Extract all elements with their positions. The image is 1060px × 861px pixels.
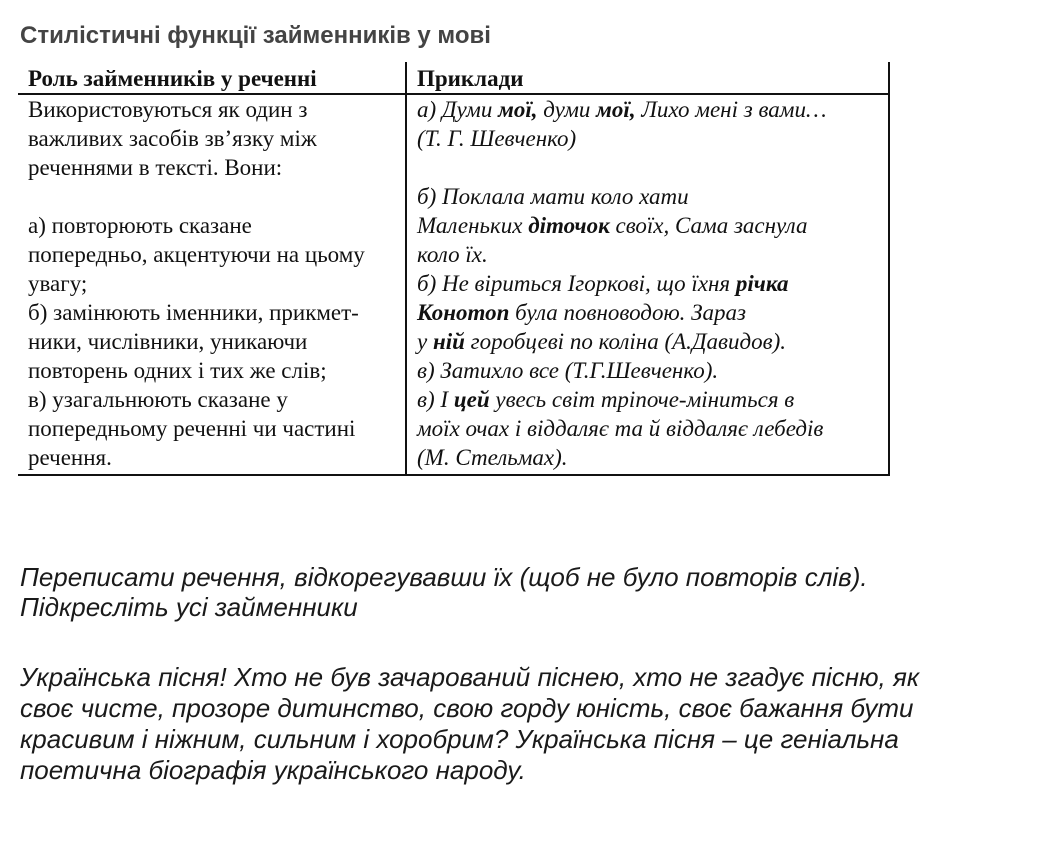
role-intro-line: важливих засобів зв’язку між <box>28 126 317 151</box>
example-line <box>417 385 888 414</box>
example-text: горобцеві по коліна (А.Давидов). <box>464 329 787 354</box>
role-item-b-line: повторень одних і тих же слів; <box>28 358 327 383</box>
passage-line: Українська пісня! Хто не був зачарований піснею, хто не згадує пісню, як <box>20 662 920 692</box>
page-title: Стилістичні функції займенників у мові <box>20 22 491 49</box>
example-highlight: діточок <box>528 213 610 238</box>
role-item-b-line: ники, числівники, уникаючи <box>28 329 308 354</box>
role-item-c-line: в) узагальнюють сказане у <box>28 387 288 412</box>
example-line <box>417 211 888 240</box>
example-text: б) Не віриться Ігоркові, що їхня <box>417 271 736 296</box>
passage-line: поетична біографія українського народу. <box>20 755 526 785</box>
example-line: моїх очах і віддаляє та й віддаляє лебедів <box>417 416 824 441</box>
example-text: своїх, Сама заснула <box>609 213 808 238</box>
example-text: була повноводою. Зараз <box>509 300 747 325</box>
example-line <box>417 298 888 327</box>
exercise-passage <box>20 662 1052 786</box>
example-text: Маленьких <box>417 213 529 238</box>
example-line <box>417 95 888 124</box>
table-row <box>18 94 889 475</box>
example-line: коло їх. <box>417 242 488 267</box>
example-line <box>417 327 888 356</box>
blank-line <box>28 182 405 211</box>
blank-line <box>417 153 888 182</box>
examples-cell <box>406 94 889 475</box>
table-header-row <box>18 62 889 94</box>
role-item-c-line: речення. <box>28 445 112 470</box>
role-intro-line: Використовуються як один з <box>28 97 308 122</box>
example-pronoun: мої, <box>498 97 538 122</box>
example-text: думи <box>537 97 597 122</box>
example-pronoun: ній <box>432 329 465 354</box>
example-line: в) Затихло все (Т.Г.Шевченко). <box>417 358 719 383</box>
role-item-a-line: увагу; <box>28 271 88 296</box>
example-pronoun: цей <box>453 387 490 412</box>
passage-line: красивим і ніжним, сильним і хоробрим? Українська пісня – це геніальна <box>20 724 899 754</box>
task-line: Підкресліть усі займенники <box>20 592 358 622</box>
example-line: (Т. Г. Шевченко) <box>417 126 577 151</box>
example-line: б) Поклала мати коло хати <box>417 184 689 209</box>
task-line: Переписати речення, відкорегувавши їх (щоб не було повторів слів). <box>20 562 868 592</box>
role-item-b-line: б) замінюють іменники, прикмет- <box>28 300 359 325</box>
role-item-c-line: попередньому реченні чи частині <box>28 416 356 441</box>
header-examples: Приклади <box>406 62 889 94</box>
role-item-a-line: попередньо, акцентуючи на цьому <box>28 242 365 267</box>
example-text: у <box>417 329 433 354</box>
example-text: а) Думи <box>417 97 499 122</box>
role-intro-line: реченнями в тексті. Вони: <box>28 155 283 180</box>
example-text: Лихо мені з вами… <box>635 97 827 122</box>
pronoun-functions-table <box>18 62 890 476</box>
example-highlight: Конотоп <box>417 300 510 325</box>
task-instructions <box>20 562 1050 622</box>
example-pronoun: мої, <box>596 97 636 122</box>
header-role: Роль займенників у реченні <box>18 62 406 94</box>
example-text: увесь світ тріпоче-міниться в <box>489 387 795 412</box>
role-cell <box>18 94 406 475</box>
example-line: (М. Стельмах). <box>417 445 568 470</box>
example-line <box>417 269 888 298</box>
example-highlight: річка <box>735 271 789 296</box>
role-item-a-line: а) повторюють сказане <box>28 213 252 238</box>
example-text: в) І <box>417 387 454 412</box>
passage-line: своє чисте, прозоре дитинство, свою горду юність, своє бажання бути <box>20 693 914 723</box>
